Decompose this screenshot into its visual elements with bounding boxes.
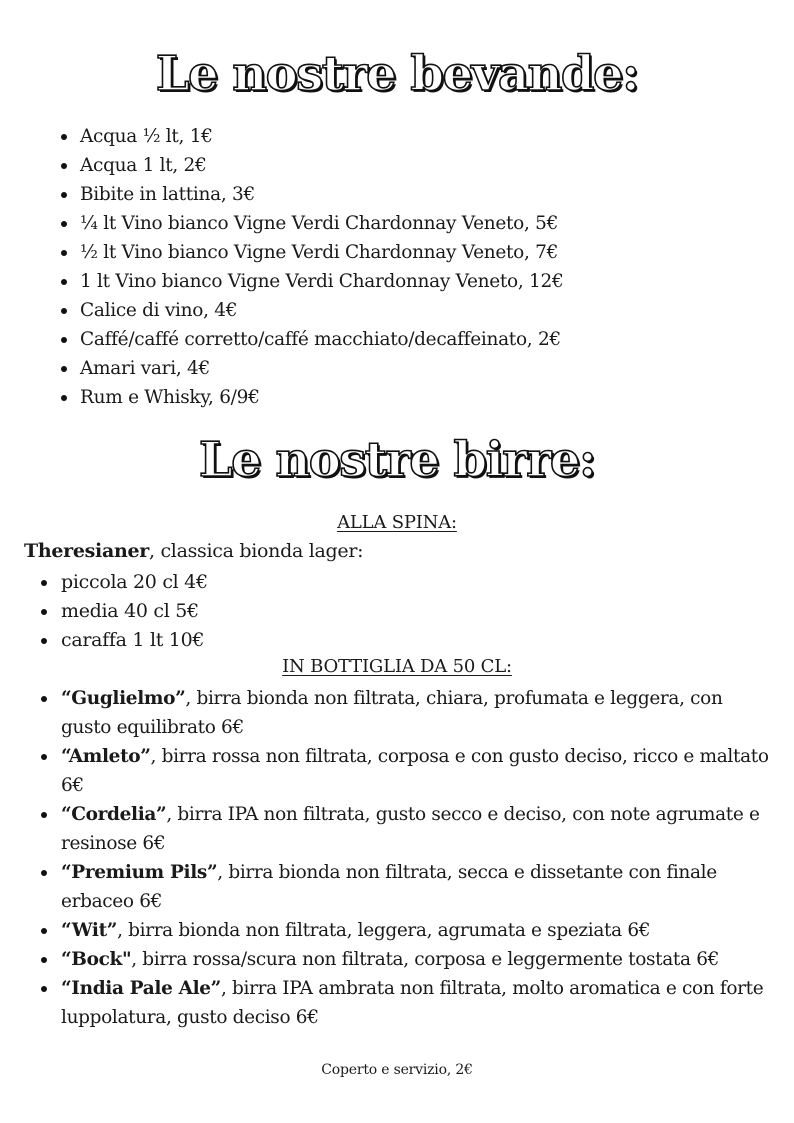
list-item: Acqua ½ lt, 1€	[80, 122, 780, 151]
beer-desc: , birra bionda non filtrata, chiara, profumata e leggera, con gusto equilibrato 6€	[61, 688, 723, 738]
list-item: 1 lt Vino bianco Vigne Verdi Chardonnay Veneto, 12€	[80, 267, 780, 296]
beer-name: “India Pale Ale”	[61, 978, 221, 999]
list-item	[61, 916, 773, 945]
list-item	[61, 858, 773, 916]
beers-title: Le nostre birre:	[198, 432, 596, 488]
list-item: Acqua 1 lt, 2€	[80, 151, 780, 180]
draft-beer-name: Theresianer	[24, 540, 149, 562]
list-item: ½ lt Vino bianco Vigne Verdi Chardonnay Veneto, 7€	[80, 238, 780, 267]
draft-sizes-list	[61, 568, 761, 655]
list-item	[61, 742, 773, 800]
list-item	[61, 800, 773, 858]
draft-heading: ALLA SPINA:	[337, 512, 457, 533]
beer-desc: , birra rossa/scura non filtrata, corposa e leggermente tostata 6€	[131, 949, 720, 970]
beer-desc: , birra bionda non filtrata, secca e dissetante con finale erbaceo 6€	[61, 862, 717, 912]
list-item	[61, 684, 773, 742]
list-item: piccola 20 cl 4€	[61, 568, 761, 597]
beer-desc: , birra IPA ambrata non filtrata, molto aromatica e con forte luppolatura, gusto deciso 6€	[61, 978, 764, 1028]
beer-desc: , birra rossa non filtrata, corposa e con gusto deciso, ricco e maltato 6€	[61, 746, 769, 796]
list-item: Bibite in lattina, 3€	[80, 180, 780, 209]
cover-charge-note: Coperto e servizio, 2€	[321, 1062, 473, 1078]
bottled-list	[61, 684, 773, 1032]
list-item: Amari vari, 4€	[80, 354, 780, 383]
list-item: caraffa 1 lt 10€	[61, 626, 761, 655]
drinks-list	[80, 122, 780, 412]
draft-beer-line	[24, 540, 363, 562]
draft-beer-desc: , classica bionda lager:	[148, 540, 364, 562]
beer-name: “Premium Pils”	[61, 862, 218, 883]
list-item: media 40 cl 5€	[61, 597, 761, 626]
beer-name: “Wit”	[61, 920, 118, 941]
beer-desc: , birra bionda non filtrata, leggera, agrumata e speziata 6€	[117, 920, 651, 941]
list-item: ¼ lt Vino bianco Vigne Verdi Chardonnay Veneto, 5€	[80, 209, 780, 238]
beer-name: “Guglielmo”	[61, 688, 186, 709]
beer-name: “Amleto”	[61, 746, 151, 767]
beer-desc: , birra IPA non filtrata, gusto secco e deciso, con note agrumate e resinose 6€	[61, 804, 760, 854]
drinks-title: Le nostre bevande:	[155, 46, 639, 102]
list-item: Rum e Whisky, 6/9€	[80, 383, 780, 412]
beer-name: “Bock"	[61, 949, 132, 970]
list-item: Calice di vino, 4€	[80, 296, 780, 325]
list-item	[61, 945, 773, 974]
list-item	[61, 974, 773, 1032]
bottled-heading: IN BOTTIGLIA DA 50 CL:	[282, 656, 512, 677]
beer-name: “Cordelia”	[61, 804, 167, 825]
list-item: Caffé/caffé corretto/caffé macchiato/decaffeinato, 2€	[80, 325, 780, 354]
